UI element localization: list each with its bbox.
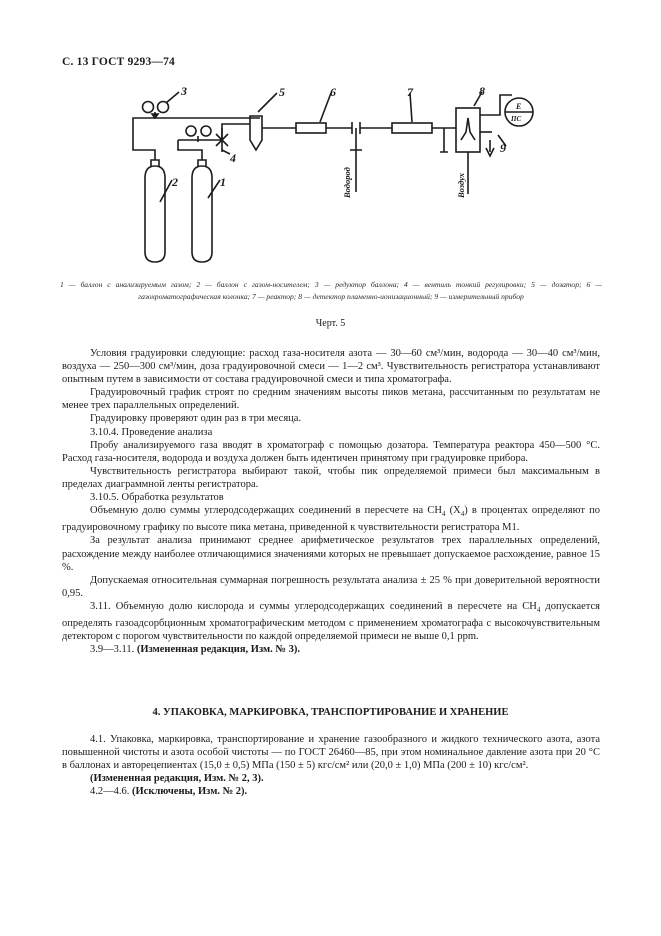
paragraph: 4.1. Упаковка, маркировка, транспортирование и хранение газообразного и жидкого технического азота, азота повышенной чистоты и азота особой чистоты — по ГОСТ 26460—85, при этом номинальное давление азота при 20 °С в баллонах и авторецепиентах (15,0 ± 0,5) МПа (150 ± 5) кгс/см² или (20,0 ± 1,0) МПа (200 ± 10) кгс/см². [62,734,600,772]
text-block-1 [62,347,600,656]
dosator [250,116,262,150]
amendment-note: (Измененная редакция, Изм. № 2, 3). [90,773,264,785]
carrier-gas-cylinder [145,166,165,262]
callout-2: 2 [172,175,178,189]
subsection-heading: 3.10.5. Обработка результатов [90,492,224,504]
subscript: 4 [441,510,446,519]
section-heading: 4. УПАКОВКА, МАРКИРОВКА, ТРАНСПОРТИРОВАНИЕ И ХРАНЕНИЕ [152,707,509,718]
paragraph: Пробу анализируемого газа вводят в хроматограф с помощью дозатора. Температура реактора 450—500 °С. Расход газа-носителя, водорода и воздуха должен быть идентичен принятому при градуировке прибора. [62,439,600,464]
paragraph: Градуировочный график строят по средним значениям высоты пиков метана, рассчитанным по результатам не менее трех параллельных определений. [62,387,600,412]
subscript: 4 [536,605,541,614]
paragraph: Чувствительность регистратора выбирают такой, чтобы пик определяемой примеси был максимальным в пределах диаграммной ленты регистратора. [62,465,600,490]
text-span: 3.9—3.11. [90,644,137,656]
text-span: (X [445,505,461,517]
callout-5: 5 [279,85,285,99]
text-span: 3.11. Объемную долю кислорода и суммы углеродсодержащих соединений в пересчете на CH [90,600,537,612]
callout-9: 9 [500,141,506,155]
paragraph [62,785,600,798]
callout-3: 3 [181,84,187,98]
paragraph: Градуировку проверяют один раз в три месяца. [90,413,302,425]
callout-7: 7 [407,85,413,99]
paragraph [62,600,600,643]
sample-gas-cylinder [192,166,212,262]
page-header: С. 13 ГОСТ 9293—74 [62,56,175,68]
callout-4: 4 [230,151,236,165]
paragraph [62,504,600,534]
callout-8: 8 [479,84,485,98]
text-span: 4.2—4.6. [90,786,132,798]
text-span: ) в процентах определяют по градуировочному графику по высоте пика метана, приведенной к чувствительности регистратора М1. [62,505,600,534]
amendment-note: (Исключены, Изм. № 2). [132,786,248,798]
callout-6: 6 [330,85,336,99]
text-block-2 [62,733,600,798]
hydrogen-label: Водород [342,167,352,198]
gc-column [296,123,326,133]
fid-detector [456,108,480,152]
callout-1: 1 [220,175,226,189]
text-span: Объемную долю суммы углеродсодержащих соединений в пересчете на CH [90,505,442,517]
reactor [392,123,432,133]
recorder-symbol-e: Е [516,102,522,111]
recorder-symbol-ps: ПС [511,115,522,123]
paragraph: Условия градуировки следующие: расход газа-носителя азота — 30—60 см³/мин, водорода — 30—40 см³/мин, воздуха — 250—300 см³/мин, доза градуировочной смеси — 1—2 см³. Чувствительность регистратора устанавливают опытным путем в зависимости от состава градуировочной смеси и типа хроматографа. [62,348,600,386]
air-label: Воздух [456,172,466,198]
paragraph: За результат анализа принимают среднее арифметическое результатов трех параллельных определений, расхождение между наиболее отличающимися значениями которых не превышает допускаемое расхождение, равное 15 %. [62,535,600,573]
figure-caption: 1 — баллон с анализируемым газом; 2 — баллон с газом-носителем; 3 — редуктор баллона; 4 — вентиль тонкий регулировки; 5 — дозатор; 6 — газохроматографическая колонка; 7 — реактор; 8 — детектор пламенно-ионизационный; 9 — измерительный прибор [60,280,602,301]
paragraph: Допускаемая относительная суммарная погрешность результата анализа ± 25 % при доверительной вероятности 0,95. [62,574,600,599]
amendment-note: (Измененная редакция, Изм. № 3). [136,644,300,656]
figure-label: Черт. 5 [315,318,346,329]
subsection-heading: 3.10.4. Проведение анализа [90,426,213,438]
subscript: 4 [460,510,465,519]
paragraph [62,643,600,656]
chromatograph-scheme [0,0,661,270]
text-span: допускается определять газоадсорбционным хроматографическим методом с применением хроматографа с высокочувствительным детектором с порогом чувствительности по каждой определяемой примеси не выше 0,1 ppm. [62,600,601,643]
